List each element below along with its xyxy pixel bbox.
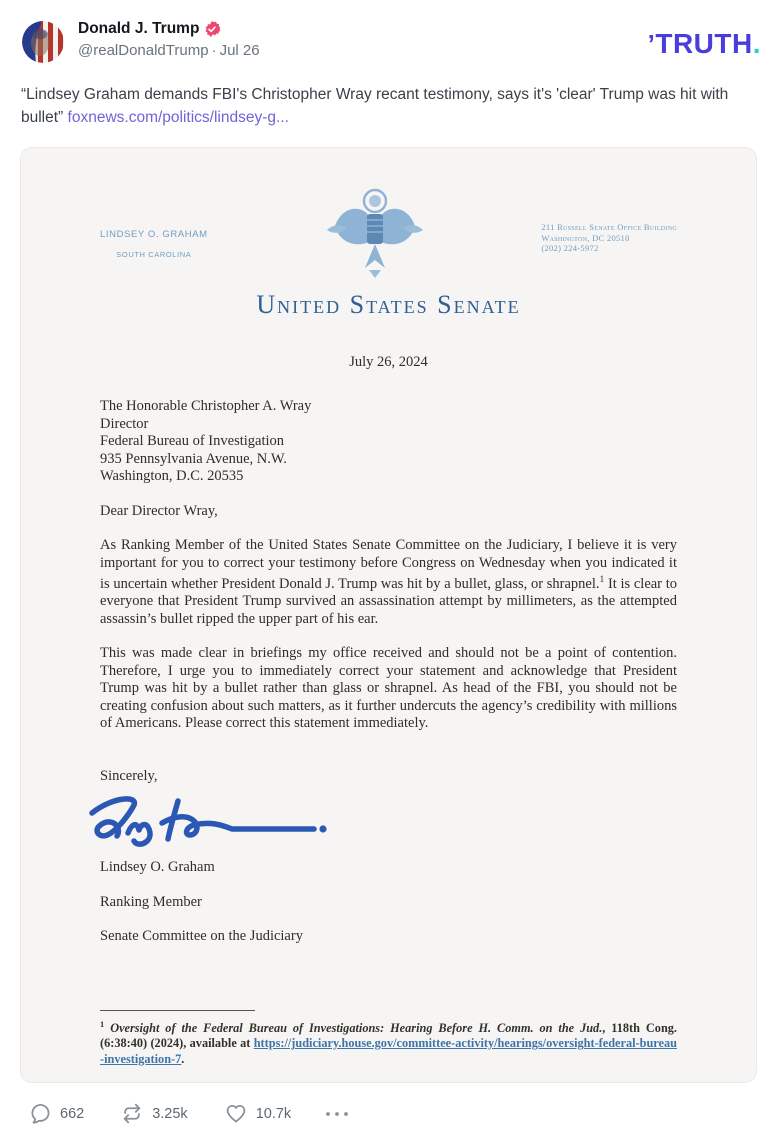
post-external-link[interactable]: foxnews.com/politics/lindsey-g...	[67, 109, 289, 126]
letter-scan	[21, 148, 756, 1082]
post-body-text	[21, 83, 758, 129]
letterhead-sender-block	[100, 226, 208, 263]
retruth-button[interactable]	[121, 1103, 187, 1124]
post-quote-text: “Lindsey Graham demands FBI's Christopher Wray recant testimony, says it's 'clear' Trump was hit with bullet”	[21, 86, 729, 126]
reply-count: 662	[60, 1105, 85, 1122]
handle-row[interactable]	[78, 42, 260, 59]
letterhead-sender-name: LINDSEY O. GRAHAM	[100, 229, 208, 240]
logo-mark: ’	[647, 29, 656, 59]
post-date: Jul 26	[219, 42, 260, 59]
footnote-citation: , 118th Cong. (6:38:40) (2024), available at	[100, 1020, 677, 1051]
avatar-flag-image	[22, 21, 64, 63]
more-options-button[interactable]	[324, 1110, 350, 1118]
separator: ·	[211, 42, 217, 59]
letter-salutation: Dear Director Wray,	[100, 502, 218, 519]
recipient-line: The Honorable Christopher A. Wray	[100, 398, 312, 414]
recipient-line: 935 Pennsylvania Avenue, N.W.	[100, 450, 287, 467]
display-name: Donald J. Trump	[78, 20, 200, 37]
letterhead-sender-state: SOUTH CAROLINA	[116, 249, 192, 259]
reply-bubble-icon	[30, 1103, 51, 1124]
paragraph1-text: As Ranking Member of the United States Senate Committee on the Judiciary, I believe it is very important for you to correct your testimony before Congress on Wednesday when you indicated it is uncertain whether President Donald J. Trump was hit by a bullet, glass, or shrapnel.	[100, 537, 677, 592]
reply-button[interactable]	[30, 1103, 84, 1124]
verified-badge-icon	[204, 21, 220, 37]
ellipsis-icon	[324, 1110, 350, 1118]
footnote-marker: 1	[599, 575, 605, 585]
signature-handwriting	[84, 789, 346, 853]
letter-closing: Sincerely,	[100, 767, 158, 784]
letter-paragraph-2: This was made clear in briefings my office received and should not be a point of contention. Therefore, I urge you to immediately correct your statement and acknowledge that President Trump was hit by a bullet rather than glass or shrapnel. As head of the FBI, you should not be creating confusion about such matters, as it further undercuts the agency’s credibility with millions of Americans. Please correct this statement immediately.	[100, 645, 677, 732]
like-button[interactable]	[225, 1103, 291, 1124]
signer-committee: Senate Committee on the Judiciary	[100, 928, 303, 945]
display-name-row[interactable]	[78, 20, 260, 38]
paragraph1-continued: It is clear to everyone that President Trump survived an assassination attempt by millimeters, as the attempted assassin’s bullet ripped the upper part of his ear.	[100, 575, 677, 627]
recipient-line: Federal Bureau of Investigation	[100, 433, 285, 449]
post-action-bar	[30, 1103, 350, 1124]
heart-icon	[225, 1103, 247, 1124]
logo-dot: .	[752, 28, 761, 59]
letter-date: July 26, 2024	[349, 353, 428, 370]
senate-title: United States Senate	[256, 290, 521, 319]
retruth-icon	[121, 1103, 143, 1124]
footnote-period: .	[181, 1051, 185, 1066]
senate-seal-eagle-icon	[323, 186, 427, 286]
attached-letter-image[interactable]	[20, 147, 757, 1083]
signer-name: Lindsey O. Graham	[100, 859, 215, 876]
office-address-line2: Washington, DC 20510	[541, 232, 630, 243]
footnote-case-title: Oversight of the Federal Bureau of Investigations: Hearing Before H. Comm. on the Jud.	[110, 1020, 603, 1035]
office-phone: (202) 224-5972	[541, 243, 599, 253]
handle: @realDonaldTrump	[78, 42, 209, 59]
recipient-line: Director	[100, 415, 149, 432]
truth-social-logo	[648, 28, 761, 60]
footnote-url: https://judiciary.house.gov/committee-activity/hearings/oversight-federal-bureau-investigation-7	[100, 1036, 677, 1066]
footnote	[100, 1017, 677, 1068]
footnote-number: 1	[100, 1018, 105, 1029]
retruth-count: 3.25k	[152, 1105, 188, 1122]
recipient-address-block	[100, 398, 677, 486]
letter-paragraph-1	[100, 537, 677, 628]
logo-text: TRUTH	[655, 28, 753, 59]
letterhead-office-address	[541, 222, 677, 254]
like-count: 10.7k	[255, 1105, 292, 1122]
avatar[interactable]	[22, 21, 64, 63]
recipient-line: Washington, D.C. 20535	[100, 468, 244, 484]
post-header	[22, 20, 761, 66]
footnote-divider	[100, 1010, 255, 1011]
letterhead	[100, 182, 677, 294]
office-address-line1: 211 Russell Senate Office Building	[541, 222, 677, 232]
signer-title: Ranking Member	[100, 893, 202, 910]
